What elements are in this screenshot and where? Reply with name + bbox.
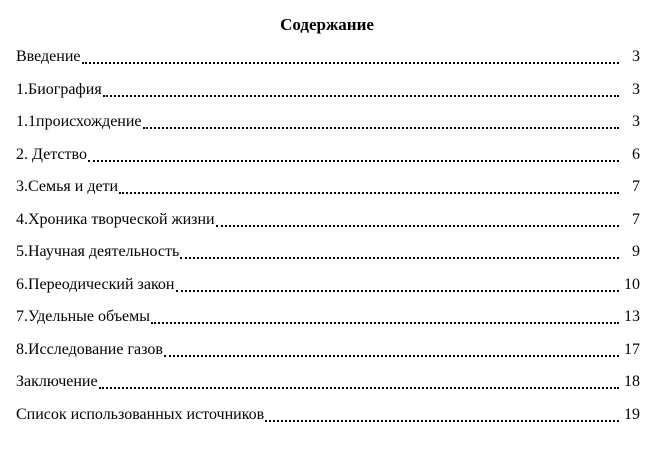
toc-entry-page-number: 3: [632, 48, 640, 65]
toc-entry: [16, 144, 640, 177]
toc-entry-label: Заключение: [16, 373, 98, 390]
dot-leader: [99, 387, 619, 389]
toc-entry-page-number: 13: [624, 308, 640, 325]
dot-leader: [180, 257, 619, 259]
toc-entry-label: 2. Детство: [16, 145, 87, 163]
dot-leader: [82, 62, 620, 64]
dot-leader: [151, 322, 619, 324]
dot-leader: [216, 225, 619, 227]
toc-entry-page-number: 7: [632, 210, 640, 228]
toc-entry-label: 6.Переодический закон: [16, 275, 175, 293]
toc-entry: [16, 46, 640, 79]
toc-entry: [16, 176, 640, 209]
dot-leader: [88, 160, 619, 162]
dot-leader: [176, 290, 620, 292]
toc-entry: [16, 241, 640, 274]
dot-leader: [143, 127, 619, 129]
toc-title: Содержание: [280, 15, 374, 34]
toc-entry-page-number: 18: [624, 373, 640, 390]
dot-leader: [119, 192, 619, 194]
toc-entry-page-number: 17: [624, 340, 640, 358]
toc-entry: [16, 274, 640, 307]
toc-entry-label: Список использованных источников: [16, 405, 265, 423]
toc-entry-label: 7.Удельные объемы: [16, 308, 151, 325]
table-of-contents: [16, 46, 640, 436]
dot-leader: [103, 95, 619, 97]
toc-entry-label: 1.Биография: [16, 80, 102, 98]
toc-entry: [16, 371, 640, 404]
toc-entry-page-number: 10: [624, 275, 640, 293]
toc-entry: [16, 209, 640, 242]
toc-entry-label: 4.Хроника творческой жизни: [16, 210, 215, 228]
toc-entry-page-number: 19: [624, 405, 640, 423]
toc-entry-page-number: 9: [632, 243, 640, 260]
toc-entry: [16, 79, 640, 112]
toc-entry-label: Введение: [16, 48, 81, 65]
toc-entry-page-number: 6: [632, 145, 640, 163]
toc-entry-label: 5.Научная деятельность: [16, 243, 180, 260]
toc-entry-label: 8.Исследование газов: [16, 340, 163, 358]
toc-entry: [16, 306, 640, 339]
toc-entry-page-number: 3: [632, 113, 640, 130]
toc-entry-label: 3.Семья и дети: [16, 178, 119, 195]
toc-entry-label: 1.1происхождение: [16, 113, 142, 130]
toc-entry: [16, 404, 640, 437]
toc-entry: [16, 111, 640, 144]
toc-entry-page-number: 3: [632, 80, 640, 98]
toc-entry: [16, 339, 640, 372]
toc-entry-page-number: 7: [632, 178, 640, 195]
dot-leader: [164, 355, 619, 357]
dot-leader: [265, 420, 619, 422]
